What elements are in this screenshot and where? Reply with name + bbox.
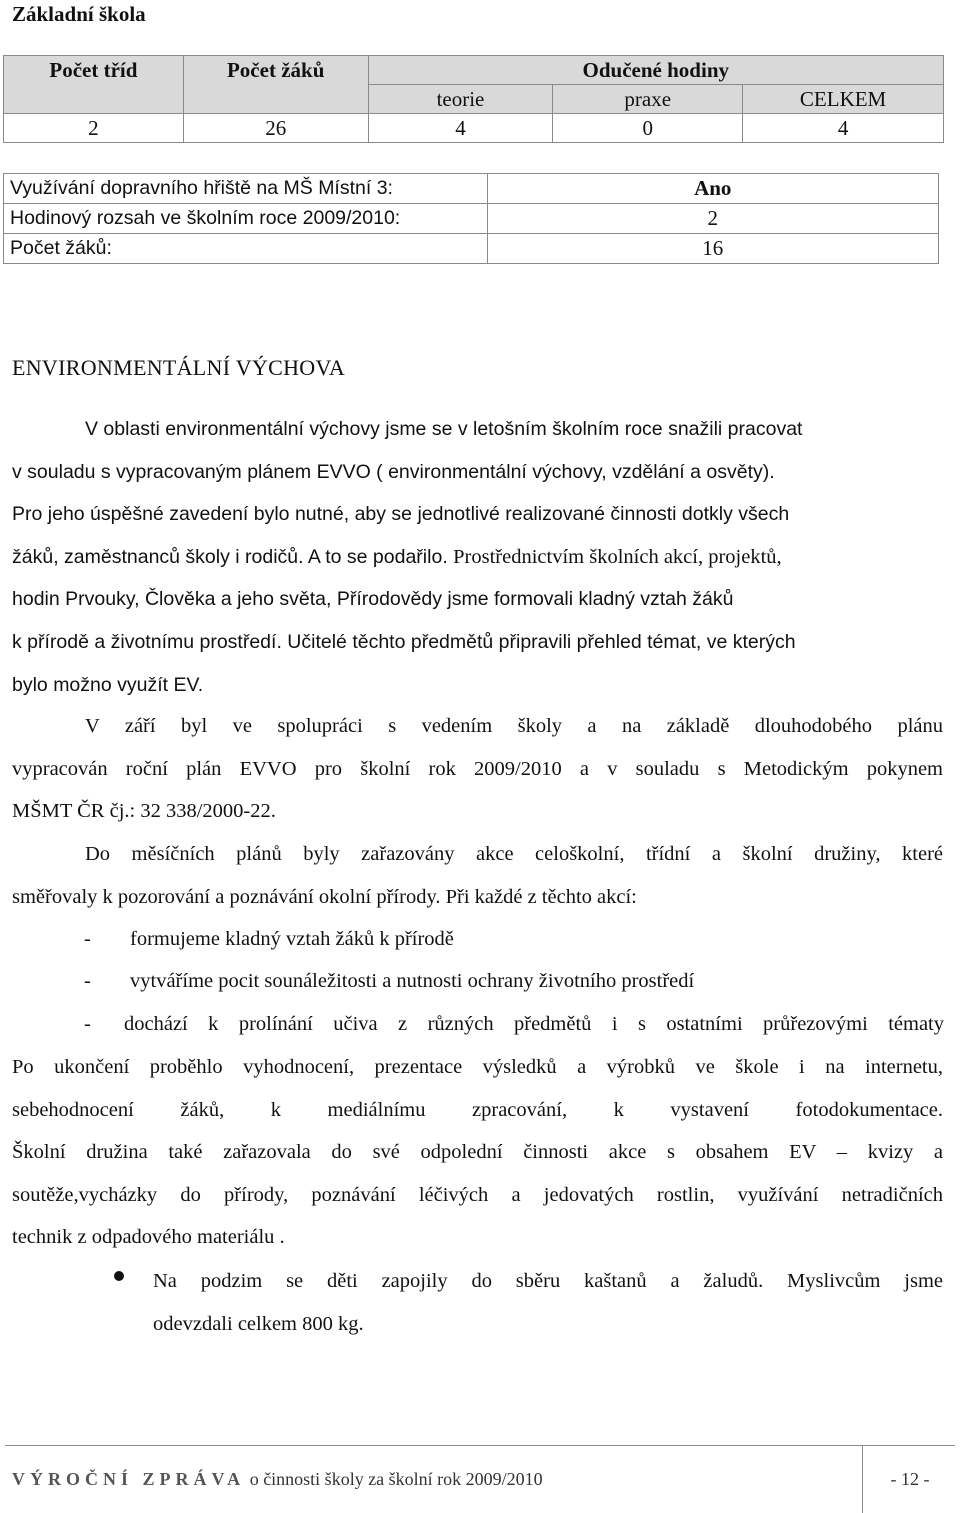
footer-separator [862, 1445, 863, 1513]
text-line: směřovaly k pozorování a poznávání okolní přírody. Při každé z těchto akcí: [12, 885, 637, 908]
text-line: Do měsíčních plánů byly zařazovány akce celoškolní, třídní a školní družiny, které [85, 843, 943, 865]
paragraph-evaluation [12, 1046, 943, 1259]
page-number: - 12 - [890, 1469, 930, 1489]
cell-classes: 2 [4, 114, 184, 143]
col-practice-header: praxe [553, 85, 743, 114]
row-value: Ano [487, 174, 938, 204]
footer-subtitle: o činnosti školy za školní rok 2009/2010 [249, 1469, 543, 1489]
cell-theory: 4 [368, 114, 553, 143]
dash-marker: - [84, 928, 91, 950]
table-row [4, 174, 939, 204]
text-line: technik z odpadového materiálu . [12, 1226, 285, 1249]
cell-pupils: 26 [183, 114, 368, 143]
dash-marker: - [84, 1013, 91, 1035]
paragraph-monthly-plans [12, 833, 943, 918]
section-title: ENVIRONMENTÁLNÍ VÝCHOVA [12, 355, 346, 380]
list-item [84, 960, 944, 1003]
lessons-table [3, 55, 944, 143]
row-label: Hodinový rozsah ve školním roce 2009/2010: [4, 204, 488, 234]
list-item [84, 1003, 944, 1046]
table-row [4, 204, 939, 234]
col-total-header: CELKEM [743, 85, 944, 114]
text-line: odevzdali celkem 800 kg. [153, 1312, 364, 1335]
table-row [4, 234, 939, 264]
text-line: bylo možno využít EV. [12, 673, 204, 696]
list-item-text: vytváříme pocit sounáležitosti a nutnosti ochrany životního prostředí [130, 970, 695, 992]
row-value: 16 [487, 234, 938, 264]
dash-marker: - [84, 970, 91, 992]
text-line: vypracován roční plán EVVO pro školní rok 2009/2010 a v souladu s Metodickým pokynem [12, 757, 943, 780]
text-line [12, 536, 943, 579]
section-heading-zakladni-skola: Základní škola [12, 2, 146, 26]
text-line: V oblasti environmentální výchovy jsme se v letošním školním roce snažili pracovat [85, 418, 803, 440]
cell-practice: 0 [553, 114, 743, 143]
row-label: Počet žáků: [4, 234, 488, 264]
text-line: v souladu s vypracovaným plánem EVVO ( environmentální výchovy, vzdělání a osvěty). [12, 460, 775, 483]
text-line: sebehodnocení žáků, k mediálnímu zpracování, k vystavení fotodokumentace. [12, 1098, 943, 1121]
text-line: Školní družina také zařazovala do své odpolední činnosti akce s obsahem EV – kvizy a [12, 1141, 943, 1164]
row-label: Využívání dopravního hřiště na MŠ Místní 3: [4, 174, 488, 204]
table-row [4, 114, 944, 143]
text-line: V září byl ve spolupráci s vedením školy a na základě dlouhodobého plánu [85, 715, 943, 737]
list-item-text: formujeme kladný vztah žáků k přírodě [130, 928, 454, 950]
text-line: hodin Prvouky, Člověka a jeho světa, Přírodovědy jsme formovali kladný vztah žáků [12, 588, 734, 611]
text-line: Po ukončení proběhlo vyhodnocení, prezentace výsledků a výrobků ve škole i na internetu, [12, 1056, 943, 1078]
text-fragment: Učitelé těchto předmětů připravili přehled témat, ve kterých [287, 630, 796, 653]
footer-divider [5, 1445, 955, 1446]
text-line: Na podzim se děti zapojily do sběru kaštanů a žaludů. Myslivcům jsme [153, 1270, 943, 1292]
text-line: soutěže,vycházky do přírody, poznávání léčivých a jedovatých rostlin, využívání netradičních [12, 1183, 943, 1206]
list-item-text: dochází k prolínání učiva z různých předmětů i s ostatními průřezovými tématy [124, 1013, 944, 1035]
list-item [84, 918, 944, 961]
col-pupils-header: Počet žáků [183, 56, 368, 114]
text-fragment: Prostřednictvím školních akcí, projektů, [453, 545, 782, 568]
col-theory-header: teorie [368, 85, 553, 114]
text-line: MŠMT ČR čj.: 32 338/2000-22. [12, 800, 276, 823]
cell-total: 4 [743, 114, 944, 143]
col-classes-header: Počet tříd [4, 56, 184, 114]
text-fragment: žáků, zaměstnanců školy i rodičů. A to se podařilo. [12, 545, 448, 568]
bullet-paragraph [153, 1260, 943, 1345]
paragraph-evvo-intro [12, 408, 943, 706]
text-line: Pro jeho úspěšné zavedení bylo nutné, aby se jednotlivé realizované činnosti dotkly všech [12, 503, 790, 526]
footer-spaced-title: VÝROČNÍ ZPRÁVA [12, 1469, 246, 1489]
text-fragment: k přírodě a životnímu prostředí. [12, 630, 282, 653]
bullet-icon [114, 1271, 124, 1281]
paragraph-annual-plan [12, 705, 943, 833]
traffic-playground-table [3, 173, 939, 264]
row-value: 2 [487, 204, 938, 234]
lessons-table-header [4, 56, 944, 85]
text-line [12, 621, 943, 664]
col-hours-header: Odučené hodiny [368, 56, 943, 85]
footer-title [12, 1469, 543, 1490]
